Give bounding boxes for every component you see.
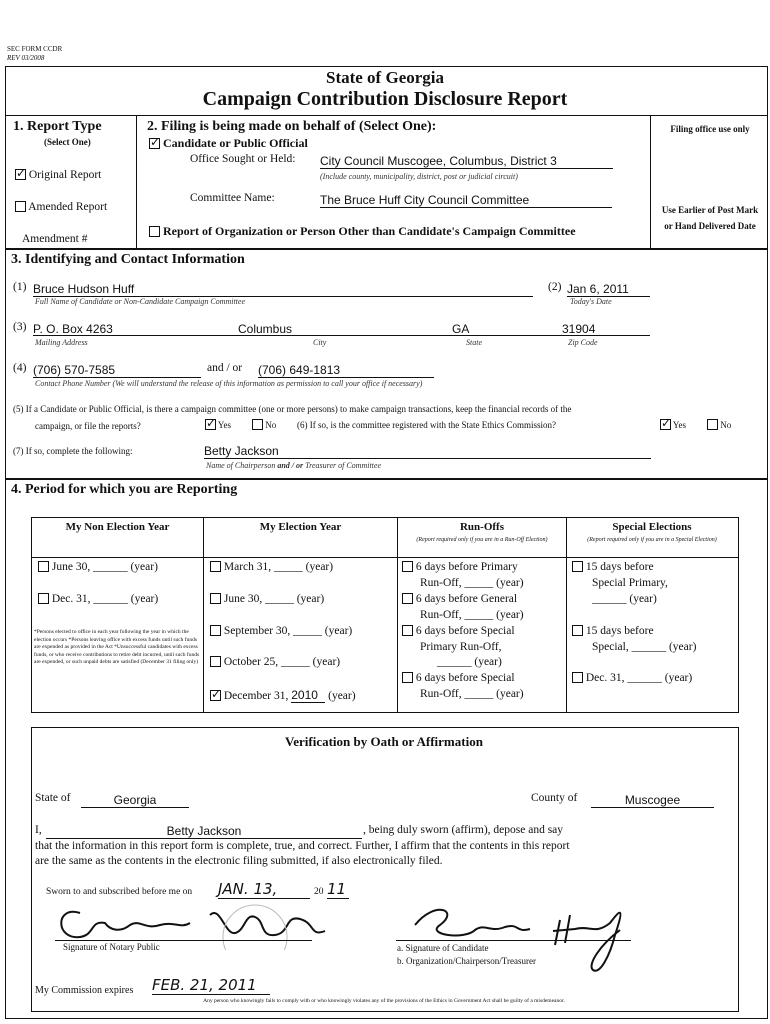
runoff-special-checkbox[interactable] — [402, 672, 413, 683]
state-field[interactable]: GA — [452, 322, 470, 336]
runoff-note: (Report required only if you are in a Run-Off Election) — [416, 537, 548, 543]
candidate-option[interactable] — [149, 136, 308, 151]
county-of-label: County of — [531, 792, 578, 804]
notary-label: Signature of Notary Public — [63, 942, 160, 952]
dec31-nonelection[interactable] — [38, 593, 158, 605]
item-3-number: (3) — [13, 321, 27, 333]
q6-no-checkbox[interactable] — [707, 419, 718, 430]
runoff-general[interactable] — [402, 593, 517, 605]
runoff-general-label: 6 days before General — [415, 593, 518, 605]
state-title: State of Georgia — [325, 68, 445, 87]
dec31-nonelection-checkbox[interactable] — [38, 593, 49, 604]
mar31-checkbox[interactable] — [210, 561, 221, 572]
chairperson-field[interactable]: Betty Jackson — [204, 444, 651, 459]
report-type-heading: 1. Report Type — [13, 119, 102, 134]
runoff-primary-checkbox[interactable] — [402, 561, 413, 572]
special-primary-cont: Special Primary, — [592, 577, 668, 589]
form-revision: REV 03/2008 — [7, 54, 45, 62]
nonelection-fine-print: *Persons elected to office in each year following the year in which the election occurs *Persons leaving office with excess funds until such funds are expended as provided in the Act *Unsuccessful candidates with excess funds, or who receive contributions to retire debt incurred, until such funds are expended, or such unpaid debts are satisfied (December 31 filing only) — [34, 629, 200, 665]
sep30-election[interactable] — [210, 625, 352, 637]
organization-label: Report of Organization or Person Other than Candidate's Campaign Committee — [163, 224, 576, 238]
footer-warning: Any person who knowingly fails to comply with or who knowingly violates any of the provisions of the Ethics in Government Act shall be guilty of a misdemeanor. — [203, 998, 565, 1004]
special-dec31[interactable] — [572, 672, 692, 684]
dec31-year-field[interactable]: 2010 — [291, 688, 325, 703]
sep30-label: September 30, _____ (year) — [223, 625, 353, 637]
runoff-special-primary-label: 6 days before Special — [415, 625, 515, 637]
runoff-general-cont: Run-Off, _____ (year) — [420, 609, 524, 621]
chair-note-c: Treasurer of Committee — [303, 461, 381, 470]
period-heading: 4. Period for which you are Reporting — [11, 482, 238, 497]
original-report-checkbox[interactable] — [15, 169, 26, 180]
col-non-election: My Non Election Year — [65, 521, 170, 533]
affiant-field[interactable]: Betty Jackson — [46, 824, 362, 839]
filing-heading: 2. Filing is being made on behalf of (Select One): — [147, 119, 437, 134]
contact-heading: 3. Identifying and Contact Information — [11, 252, 245, 267]
runoff-special[interactable] — [402, 672, 515, 684]
june30-nonelection-label: June 30, ______ (year) — [51, 561, 158, 573]
sworn-year-prefix: 20 — [314, 887, 324, 897]
q6-no-label: No — [720, 420, 732, 430]
candidate-name-field[interactable]: Bruce Hudson Huff — [33, 282, 533, 297]
oath-line-2: that the information in this report form is complete, true, and correct. Further, I affirm that the contents in this report — [35, 840, 570, 852]
dec31-election[interactable] — [210, 688, 356, 703]
phone-1-field[interactable]: (706) 570-7585 — [33, 363, 201, 378]
runoff-special-cont: Run-Off, _____ (year) — [420, 688, 524, 700]
q5-no-label: No — [265, 420, 277, 430]
state-of-label: State of — [35, 792, 71, 804]
candidate-checkbox[interactable] — [149, 138, 160, 149]
commission-label: My Commission expires — [35, 985, 134, 996]
phone-2-field[interactable]: (706) 649-1813 — [258, 363, 434, 378]
special-15days-checkbox[interactable] — [572, 625, 583, 636]
address-note: Mailing Address — [35, 338, 88, 347]
amended-report-label: Amended Report — [28, 201, 108, 213]
amended-report-checkbox[interactable] — [15, 201, 26, 212]
item-4-number: (4) — [13, 362, 27, 374]
special-dec31-checkbox[interactable] — [572, 672, 583, 683]
address-field[interactable]: P. O. Box 4263 — [33, 322, 113, 336]
form-number: SEC FORM CCDR — [7, 45, 63, 53]
special-primary[interactable] — [572, 561, 654, 573]
june30-nonelection[interactable] — [38, 561, 158, 573]
question-6: (6) If so, is the committee registered with the State Ethics Commission? — [297, 420, 556, 430]
zip-field[interactable]: 31904 — [562, 322, 596, 336]
question-5-cont: campaign, or file the reports? — [35, 421, 141, 431]
june30-nonelection-checkbox[interactable] — [38, 561, 49, 572]
report-title: Campaign Contribution Disclosure Report — [202, 88, 568, 110]
q6-yes-option[interactable] — [660, 419, 686, 430]
runoff-special-primary-cont: Primary Run-Off, — [420, 641, 502, 653]
oct25-label: October 25, _____ (year) — [223, 656, 341, 668]
city-field[interactable]: Columbus — [238, 322, 293, 336]
runoff-special-primary-year: ______ (year) — [437, 656, 502, 668]
office-field[interactable]: City Council Muscogee, Columbus, District 3 — [320, 154, 613, 169]
office-use-note: Use Earlier of Post Mark or Hand Delivered Date — [661, 205, 759, 231]
item-1-number: (1) — [13, 281, 27, 293]
original-report-option[interactable] — [15, 169, 101, 181]
date-field[interactable]: Jan 6, 2011 — [567, 282, 650, 297]
question-5: (5) If a Candidate or Public Official, is there a campaign committee (one or more persons) to make campaign transactions, keep the financial records of the — [13, 404, 572, 414]
state-note: State — [466, 338, 482, 347]
q5-no-checkbox[interactable] — [252, 419, 263, 430]
verification-title: Verification by Oath or Affirmation — [285, 734, 483, 749]
oath-line-3: are the same as the contents in the electronic filing submitted, if also electronically filed. — [35, 855, 443, 867]
sworn-tail: , being duly sworn (affirm), depose and say — [363, 824, 564, 836]
sworn-year-field[interactable]: 11 — [327, 880, 349, 899]
special-note: (Report required only if you are in a Special Election) — [587, 537, 717, 543]
runoff-special-label: 6 days before Special — [415, 672, 515, 684]
dec31-nonelection-label: Dec. 31, ______ (year) — [51, 593, 159, 605]
city-note: City — [313, 338, 327, 347]
q6-yes-checkbox[interactable] — [660, 419, 671, 430]
special-primary-label: 15 days before — [585, 561, 654, 573]
date-note: Today's Date — [570, 297, 612, 306]
state-of-field[interactable]: Georgia — [81, 793, 189, 808]
q5-yes-option[interactable] — [205, 419, 231, 430]
q5-no-option[interactable] — [252, 419, 276, 430]
special-primary-year: ______ (year) — [592, 593, 657, 605]
runoff-special-primary-checkbox[interactable] — [402, 625, 413, 636]
special-15days[interactable] — [572, 625, 654, 637]
runoff-primary-cont: Run-Off, _____ (year) — [420, 577, 524, 589]
q6-no-option[interactable] — [707, 419, 731, 430]
chairperson-note — [206, 461, 381, 470]
q6-yes-label: Yes — [672, 420, 687, 430]
oct25-election[interactable] — [210, 656, 340, 668]
jun30-checkbox[interactable] — [210, 593, 221, 604]
zip-note: Zip Code — [568, 338, 598, 347]
original-report-label: Original Report — [28, 169, 102, 181]
sworn-date-field[interactable]: JAN. 13, — [218, 880, 310, 899]
office-note: (Include county, municipality, district, post or judicial circuit) — [320, 172, 518, 181]
item-2-number: (2) — [548, 281, 562, 293]
mar31-label: March 31, _____ (year) — [223, 561, 334, 573]
chair-note-a: Name of Chairperson — [206, 461, 278, 470]
jun30-election[interactable] — [210, 593, 324, 605]
col-runoffs: Run-Offs — [459, 521, 504, 533]
report-type-sub: (Select One) — [44, 137, 91, 147]
mar31-election[interactable] — [210, 561, 333, 573]
q5-yes-checkbox[interactable] — [205, 419, 216, 430]
dec31-election-checkbox[interactable] — [210, 690, 221, 701]
office-use-title: Filing office use only — [670, 124, 750, 134]
amended-report-option[interactable] — [15, 201, 107, 213]
organization-option[interactable] — [149, 224, 576, 239]
col-special: Special Elections — [612, 521, 692, 533]
special-dec31-label: Dec. 31, ______ (year) — [585, 672, 693, 684]
organization-checkbox[interactable] — [149, 226, 160, 237]
commission-field[interactable]: FEB. 21, 2011 — [152, 976, 270, 995]
amendment-number-label: Amendment # — [22, 233, 88, 245]
q5-yes-label: Yes — [217, 420, 232, 430]
oct25-checkbox[interactable] — [210, 656, 221, 667]
runoff-special-primary[interactable] — [402, 625, 515, 637]
jun30-label: June 30, _____ (year) — [223, 593, 325, 605]
dec31-election-label: December 31, — [223, 690, 289, 702]
committee-label: Committee Name: — [190, 192, 275, 204]
office-label: Office Sought or Held: — [190, 153, 296, 165]
signature-a-label: a. Signature of Candidate — [397, 943, 489, 953]
affiant-prefix: I, — [35, 824, 42, 836]
special-primary-checkbox[interactable] — [572, 561, 583, 572]
runoff-general-checkbox[interactable] — [402, 593, 413, 604]
candidate-name-note: Full Name of Candidate or Non-Candidate Campaign Committee — [35, 297, 245, 306]
runoff-primary-label: 6 days before Primary — [415, 561, 518, 573]
phone-note: Contact Phone Number (We will understand the release of this information as permission to call your office if necessary) — [35, 379, 423, 388]
candidate-label: Candidate or Public Official — [163, 136, 308, 150]
phone-andor: and / or — [207, 362, 243, 374]
special-15days-label: 15 days before — [585, 625, 654, 637]
chair-note-b: and / or — [277, 461, 304, 470]
dec31-year-suffix: (year) — [328, 690, 356, 702]
signature-b-label: b. Organization/Chairperson/Treasurer — [397, 956, 536, 966]
col-election: My Election Year — [259, 521, 342, 533]
committee-field[interactable]: The Bruce Huff City Council Committee — [320, 193, 612, 208]
question-7: (7) If so, complete the following: — [13, 446, 133, 456]
special-15days-cont: Special, ______ (year) — [592, 641, 697, 653]
county-of-field[interactable]: Muscogee — [591, 793, 714, 808]
runoff-primary[interactable] — [402, 561, 518, 573]
sworn-label: Sworn to and subscribed before me on — [46, 887, 193, 897]
sep30-checkbox[interactable] — [210, 625, 221, 636]
